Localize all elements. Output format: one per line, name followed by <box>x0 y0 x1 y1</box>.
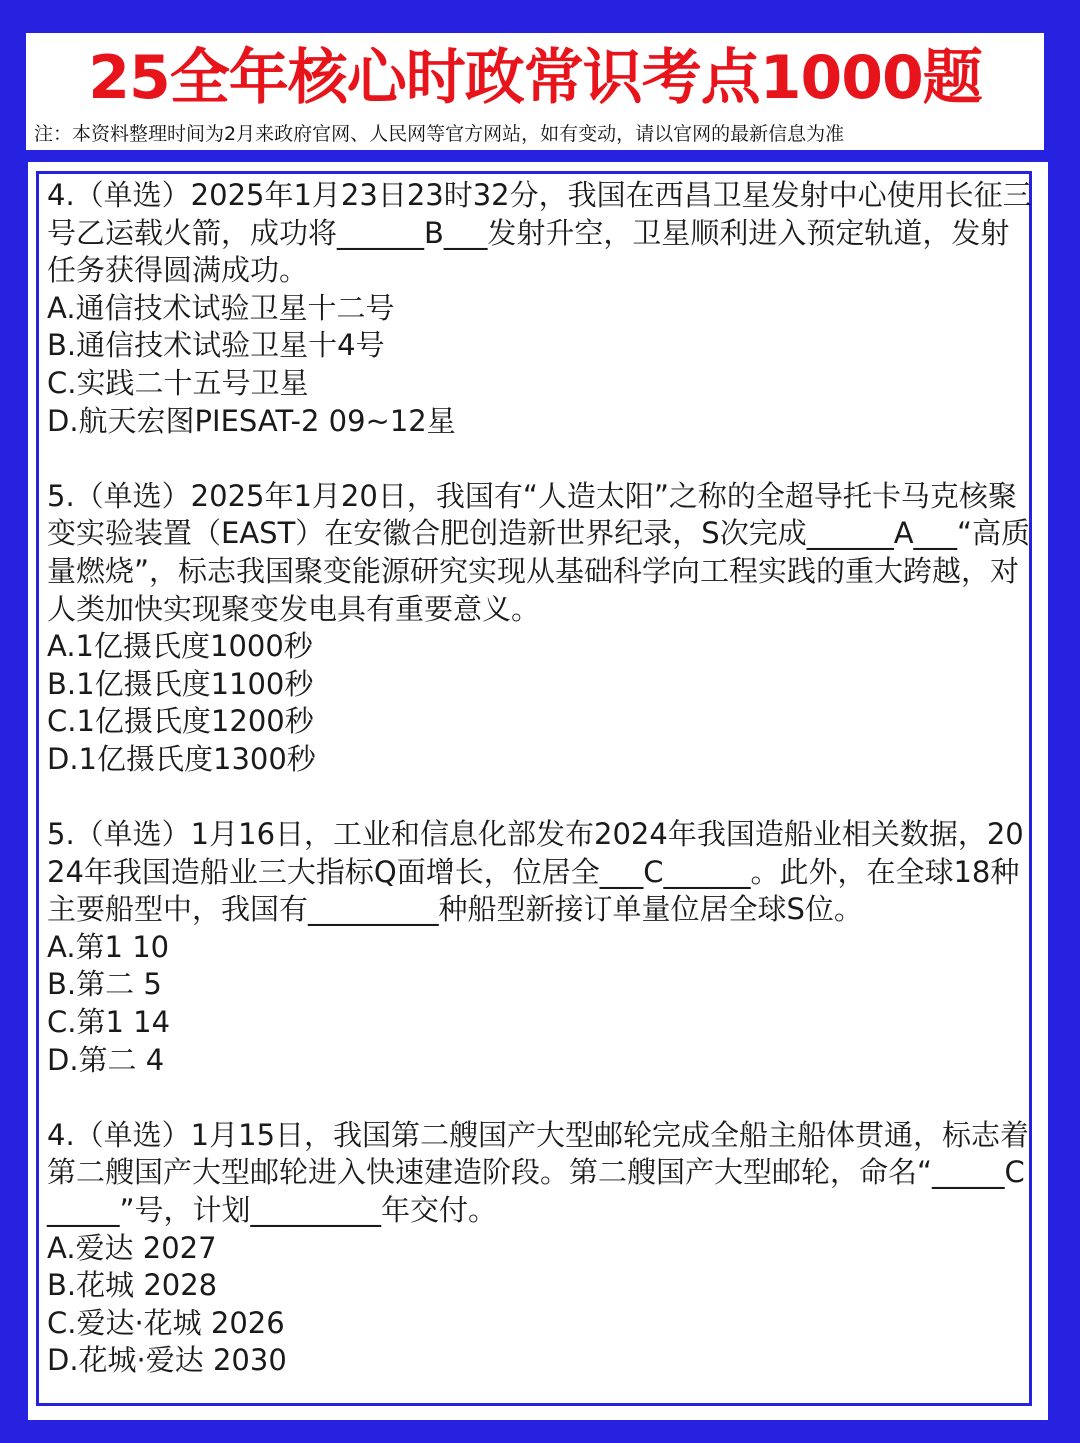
option-d: D.第二 4 <box>47 1042 165 1077</box>
option-d: D.花城·爱达 2030 <box>47 1343 287 1378</box>
option-b: B.1亿摄氏度1100秒 <box>47 666 314 701</box>
option-c: C.1亿摄氏度1200秒 <box>47 704 314 739</box>
source-note: 注：本资料整理时间为2月来政府官网、人民网等官方网站，如有变动，请以官网的最新信息为准 <box>34 123 845 145</box>
question-stem: 4.（单选）1月15日，我国第二艘国产大型邮轮完成全船主船体贯通，标志着第二艘国产大型邮轮进入快速建造阶段。第二艘国产大型邮轮，命名“_____C_____”号，计划_________年交付。 <box>47 1117 1030 1228</box>
option-b: B.花城 2028 <box>47 1268 218 1303</box>
option-b: B.通信技术试验卫星十4号 <box>47 328 385 363</box>
question-card <box>28 162 1048 1420</box>
question-stem: 4.（单选）2025年1月23日23时32分，我国在西昌卫星发射中心使用长征三号乙运载火箭，成功将______B___发射升空，卫星顺利进入预定轨道，发射任务获得圆满成功。 <box>47 178 1032 288</box>
option-c: C.第1 14 <box>47 1005 171 1040</box>
option-c: C.实践二十五号卫星 <box>47 365 309 400</box>
option-a: A.第1 10 <box>47 929 170 964</box>
question-list <box>47 177 1032 1418</box>
option-a: A.1亿摄氏度1000秒 <box>47 629 313 664</box>
option-d: D.1亿摄氏度1300秒 <box>47 741 316 776</box>
option-b: B.第二 5 <box>47 967 162 1002</box>
question-stem: 5.（单选）2025年1月20日，我国有“人造太阳”之称的全超导托卡马克核聚变实验装置（EAST）在安徽合肥创造新世界纪录，S次完成______A___“高质量燃烧”，标志我国聚变能源研究实现从基础科学向工程实践的重大跨越，对人类加快实现聚变发电具有重要意义。 <box>47 478 1031 626</box>
option-a: A.通信技术试验卫星十二号 <box>47 290 395 325</box>
option-d: D.航天宏图PIESAT-2 09~12星 <box>47 403 456 438</box>
header-banner <box>26 33 1044 150</box>
option-a: A.爱达 2027 <box>47 1230 217 1265</box>
question-item <box>47 1117 1032 1380</box>
question-item <box>47 177 1032 440</box>
page-title: 25全年核心时政常识考点1000题 <box>88 43 982 113</box>
option-c: C.爱达·花城 2026 <box>47 1305 285 1340</box>
question-item <box>47 816 1032 1079</box>
question-item <box>47 478 1032 779</box>
question-stem: 5.（单选）1月16日，工业和信息化部发布2024年我国造船业相关数据，2024年我国造船业三大指标Q面增长，位居全___C______。此外，在全球18种主要船型中，我国有_________种船型新接订单量位居全球S位。 <box>47 817 1024 927</box>
